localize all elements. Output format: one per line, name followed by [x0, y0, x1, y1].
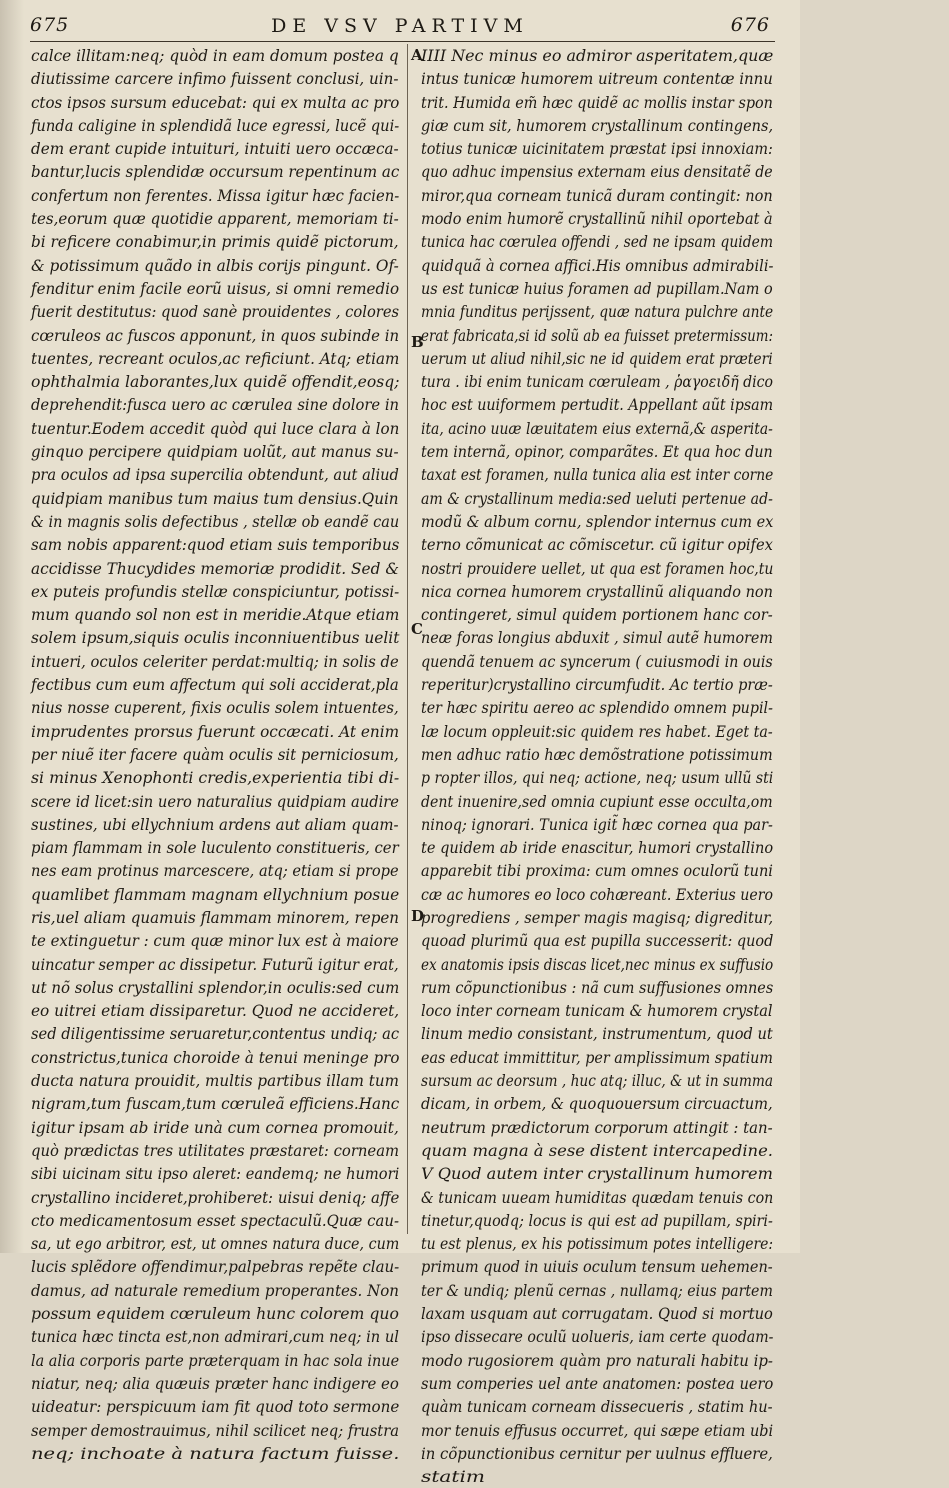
- text-line: eas educat immittitur, per amplissimum spatium: [421, 1047, 773, 1067]
- text-line: intus tunicæ humorem uitreum contentæ innu: [421, 69, 773, 89]
- text-line: te extinguetur : cum quæ minor lux est à maiore: [31, 931, 399, 951]
- text-line: quò prædictas tres utilitates præstaret: corneam: [31, 1140, 400, 1160]
- text-line: reperitur)crystallino circumfudit. Ac tertio præ-: [421, 675, 773, 695]
- margin-letter-c: C: [411, 620, 423, 638]
- text-line: tu est plenus, ex his potissimum potes intelligere:: [421, 1234, 774, 1254]
- text-line: quam magna à sese distent intercapedine.: [421, 1140, 773, 1160]
- text-line: imprudentes prorsus fuerunt occæcati. At enim: [31, 721, 400, 741]
- text-line: cto medicamentosum esset spectaculũ.Quæ cau-: [31, 1210, 399, 1230]
- text-line: quamlibet flammam magnam ellychnium posue: [31, 884, 400, 904]
- text-line: piam flammam in sole luculento constitueris, cer: [31, 838, 399, 858]
- text-line: tem internã, opinor, comparãtes. Et qua hoc dun: [421, 442, 773, 462]
- page-header: [0, 14, 800, 40]
- text-line: uerum ut aliud nihil,sic ne id quidem erat præteri: [421, 348, 773, 368]
- text-line: terno cõmunicat ac cõmiscetur. cũ igitur opifex: [421, 535, 773, 555]
- text-line: uideatur: perspicuum iam fit quod toto sermone: [31, 1397, 400, 1417]
- text-line: nes eam protinus marcescere, atq; etiam si prope: [31, 861, 399, 881]
- text-line: tunica hæc tincta est,non admirari,cum neq; in ul: [31, 1327, 399, 1347]
- text-line: quàm tunicam corneam dissecueris , statim hu-: [421, 1397, 773, 1417]
- right-column: [421, 44, 843, 1488]
- text-line: mum quando sol non est in meridie.Atque etiam: [31, 605, 400, 625]
- text-line: totius tunicæ uicinitatem præstat ipsi innoxiam:: [421, 139, 773, 159]
- text-line: us est tunicæ huius foramen ad pupillam.Nam o: [421, 278, 773, 298]
- text-line: lucis splẽdore offendimur,palpebras repẽte clau-: [31, 1257, 400, 1277]
- text-line: ter hæc spiritu aereo ac splendido omnem pupil-: [421, 698, 773, 718]
- text-line: giæ cum sit, humorem crystallinum contingens,: [421, 115, 774, 135]
- text-line: ophthalmia laborantes,lux quidẽ offendit,eosq;: [31, 372, 400, 392]
- text-line: linum medio consistant, instrumentum, quod ut: [421, 1024, 773, 1044]
- text-line: neq; inchoate à natura factum fuisse.: [31, 1443, 400, 1463]
- text-line: ut nõ solus crystallini splendor,in oculis:sed cum: [31, 977, 400, 997]
- page-number-left: 675: [30, 14, 70, 36]
- text-line: loco inter corneam tunicam & humorem crystal: [421, 1001, 773, 1021]
- text-line: deprehendit:fusca uero ac cærulea sine dolore in: [31, 395, 400, 415]
- text-line: tura . ibi enim tunicam cœruleam , ῥαγοειδῆ dico: [421, 372, 773, 392]
- text-line: apparebit tibi proxima: cum omnes oculorũ tuni: [421, 861, 773, 881]
- text-line: nius nosse cuperent, fixis oculis solem intuentes,: [31, 698, 399, 718]
- text-line: laxam usquam aut corrugatam. Quod si mortuo: [421, 1304, 773, 1324]
- text-line: nica cornea humorem crystallinũ aliquando non: [421, 581, 773, 601]
- text-line: ter & undiq; plenũ cernas , nullamq; eius partem: [421, 1280, 773, 1300]
- text-line: ducta natura prouidit, multis partibus illam tum: [31, 1071, 399, 1091]
- text-line: tuentur.Eodem accedit quòd qui luce clara à lon: [31, 418, 400, 438]
- text-line: uincatur semper ac dissipetur. Futurũ igitur erat,: [31, 954, 399, 974]
- text-line: quendã tenuem ac syncerum ( cuiusmodi in ouis: [421, 651, 773, 671]
- text-line: ginquo percipere quidpiam uolũt, aut manus su-: [31, 442, 399, 462]
- text-line: confertum non ferentes. Missa igitur hæc facien-: [31, 185, 400, 205]
- text-line: eo uitrei etiam dissiparetur. Quod ne accideret,: [31, 1001, 400, 1021]
- text-line: cæ ac humores eo loco cohæreant. Exterius uero: [421, 884, 773, 904]
- text-line: men adhuc ratio hæc demõstratione potissimum: [421, 744, 773, 764]
- text-line: accidisse Thucydides memoriæ prodidit. Sed &: [31, 558, 399, 578]
- text-line: scere id licet:sin uero naturalius quidpiam audire: [31, 791, 399, 811]
- text-line: quo adhuc impensius externam eius densitatẽ de: [421, 162, 773, 182]
- margin-letter-b: B: [411, 333, 424, 351]
- text-line: modo enim humorẽ crystallinũ nihil oportebat à: [421, 209, 773, 229]
- text-line: progrediens , semper magis magisq; digreditur,: [421, 907, 774, 927]
- text-line: nostri prouidere uellet, ut qua est foramen hoc,tu: [421, 558, 774, 578]
- text-line: ninoq; ignorari. Tunica igit̃ hæc cornea qua par-: [421, 814, 773, 834]
- text-line: taxat est foramen, nulla tunica alia est inter corne: [421, 465, 774, 485]
- text-line: tuentes, recreant oculos,ac reficiunt. Atq; etiam: [31, 348, 400, 368]
- text-line: ex anatomis ipsis discas licet,nec minus ex suffusio: [421, 954, 774, 974]
- text-line: sam nobis apparent:quod etiam suis temporibus: [31, 535, 400, 555]
- text-line: p ropter illos, qui neq; actione, neq; usum ullũ sti: [421, 768, 774, 788]
- text-line: fuerit destitutus: quod sanè prouidentes , colores: [31, 302, 400, 322]
- text-line: fectibus cum eum affectum qui soli acciderat,pla: [31, 675, 399, 695]
- text-line: quoad plurimũ qua est pupilla successerit: quod: [421, 931, 774, 951]
- text-line: in cõpunctionibus cernitur per uulnus effluere,: [421, 1443, 773, 1463]
- text-line: sibi uicinam situ ipso aleret: eandemq; ne humori: [31, 1164, 400, 1184]
- text-line: pra oculos ad ipsa supercilia obtendunt, aut aliud: [31, 465, 399, 485]
- text-line: bantur,lucis splendidæ occursum repentinum ac: [31, 162, 400, 182]
- text-line: tes,eorum quæ quotidie apparent, memoriam ti-: [31, 209, 399, 229]
- text-line: & tunicam uueam humiditas quædam tenuis con: [421, 1187, 774, 1207]
- text-line: am & crystallinum media:sed ueluti pertenue ad-: [421, 488, 773, 508]
- text-line: & in magnis solis defectibus , stellæ ob eandẽ cau: [31, 511, 400, 531]
- text-line: quidquã à cornea affici.His omnibus admirabili-: [421, 255, 774, 275]
- text-line: igitur ipsam ab iride unà cum cornea promouit,: [31, 1117, 399, 1137]
- text-line: calce illitam:neq; quòd in eam domum postea q: [31, 46, 399, 65]
- text-line: sursum ac deorsum , huc atq; illuc, & ut in summa: [421, 1071, 774, 1091]
- text-line: mnia funditus perijssent, quæ natura pulchre ante: [421, 302, 774, 322]
- text-line: possum equidem cœruleum hunc colorem quo: [31, 1304, 399, 1324]
- margin-letter-a: A: [411, 46, 423, 64]
- text-line: hoc est uuiformem pertudit. Appellant aũt ipsam: [421, 395, 774, 415]
- text-line: si minus Xenophonti credis,experientia tibi di-: [31, 768, 400, 788]
- text-line: dicam, in orbem, & quoquouersum circuactum,: [421, 1094, 773, 1114]
- left-column: [31, 44, 446, 1465]
- text-line: tinetur,quodq; locus is qui est ad pupillam, spiri-: [421, 1210, 773, 1230]
- text-line: V Quod autem inter crystallinum humorem: [421, 1164, 773, 1184]
- text-line: ctos ipsos sursum educebat: qui ex multa ac pro: [31, 92, 400, 112]
- text-line: diutissime carcere infimo fuissent conclusi, uin-: [31, 69, 399, 89]
- text-line: sum comperies uel ante anatomen: postea uero: [421, 1373, 774, 1393]
- text-line: modũ & album cornu, splendor internus cum ex: [421, 511, 774, 531]
- text-line: fenditur enim facile eorũ uisus, si omni remedio: [31, 278, 400, 298]
- header-rule: [30, 41, 775, 42]
- text-line: ipso dissecare oculũ uolueris, iam certe quodam-: [421, 1327, 774, 1347]
- text-line: niatur, neq; alia quæuis præter hanc indigere eo: [31, 1373, 399, 1393]
- text-line: per niuẽ iter facere quàm oculis sit perniciosum,: [31, 744, 399, 764]
- text-line: constrictus,tunica choroide à tenui meninge pro: [31, 1047, 400, 1067]
- text-line: nigram,tum fuscam,tum cœruleã efficiens.Hanc: [31, 1094, 400, 1114]
- text-line: neutrum prædictorum corporum attingit : tan-: [421, 1117, 773, 1137]
- text-line: IIII Nec minus eo admiror asperitatem,quæ: [421, 46, 774, 65]
- text-line: te quidem ab iride enascitur, humori crystallino: [421, 838, 774, 858]
- gutter-shadow: [0, 0, 24, 1253]
- text-line: dem erant cupide intuituri, intuiti uero occæca-: [31, 139, 399, 159]
- text-line: bi reficere conabimur,in primis quidẽ pictorum,: [31, 232, 399, 252]
- text-line: intueri, oculos celeriter perdat:multiq; in solis de: [31, 651, 399, 671]
- text-line: ris,uel aliam quamuis flammam minorem, repen: [31, 907, 400, 927]
- text-line: ita, acino uuæ læuitatem eius externã,& asperita-: [421, 418, 773, 438]
- text-line: sa, ut ego arbitror, est, ut omnes natura duce, cum: [31, 1234, 400, 1254]
- text-line: crystallino incideret,prohiberet: uisui deniq; affe: [31, 1187, 400, 1207]
- text-line: ex puteis profundis stellæ conspiciuntur, potissi-: [31, 581, 400, 601]
- text-line: modo rugosiorem quàm pro naturali habitu ip-: [421, 1350, 773, 1370]
- text-line: sustines, ubi ellychnium ardens aut aliam quam-: [31, 814, 399, 834]
- text-line: quidpiam manibus tum maius tum densius.Quin: [31, 488, 399, 508]
- text-line: damus, ad naturale remedium properantes. Non: [31, 1280, 399, 1300]
- text-line: contingeret, simul quidem portionem hanc cor-: [421, 605, 773, 625]
- text-line: semper demostrauimus, nihil scilicet neq; frustra: [31, 1420, 399, 1440]
- text-line: miror,qua corneam tunicã duram contingit: non: [421, 185, 773, 205]
- text-line: sed diligentissime seruaretur,contentus undiq; ac: [31, 1024, 400, 1044]
- text-line: la alia corporis parte præterquam in hac sola inue: [31, 1350, 400, 1370]
- text-line: dent inuenire,sed omnia cupiunt esse occulta,om: [421, 791, 773, 811]
- margin-letter-d: D: [411, 907, 425, 925]
- text-line: solem ipsum,siquis oculis inconniuentibus uelit: [31, 628, 400, 648]
- text-line: tunica hac cœrulea offendi , sed ne ipsam quidem: [421, 232, 774, 252]
- text-line: trit. Humida em̃ hæc quidẽ ac mollis instar spon: [421, 92, 773, 112]
- text-line: cœruleos ac fuscos apponunt, in quos subinde in: [31, 325, 400, 345]
- text-line: neæ foras longius abduxit , simul autẽ humorem: [421, 628, 773, 648]
- text-line: & potissimum quãdo in albis corijs pingunt. Of-: [31, 255, 399, 275]
- text-line: statim: [421, 1467, 486, 1487]
- running-title: DE VSV PARTIVM: [271, 15, 529, 37]
- text-line: rum cõpunctionibus : nã cum suffusiones omnes: [421, 977, 774, 997]
- text-line: erat fabricata,si id solũ ab ea fuisset pretermissum:: [421, 325, 774, 345]
- text-line: funda caligine in splendidã luce egressi, lucẽ qui-: [31, 115, 400, 135]
- text-line: mor tenuis effusus occurret, qui sæpe etiam ubi: [421, 1420, 774, 1440]
- text-line: primum quod in uiuis oculum tensum uehemen-: [421, 1257, 773, 1277]
- page-number-right: 676: [730, 14, 770, 36]
- text-line: læ locum oppleuit:sic quidem res habet. Eget ta-: [421, 721, 773, 741]
